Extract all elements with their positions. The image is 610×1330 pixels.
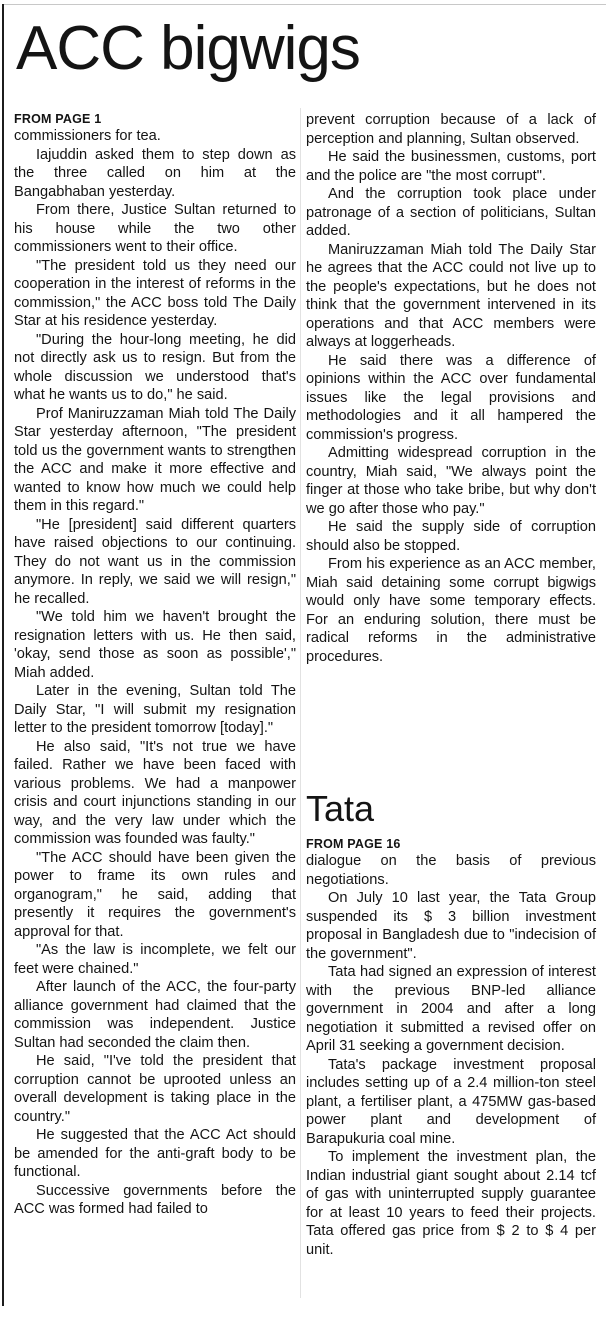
paragraph: Maniruzzaman Miah told The Daily Star he agrees that the ACC could not live up to the people's expectations, but he does not think that the government intervened in its operations and that ACC members were always at loggerheads.	[306, 241, 596, 350]
paragraph: He said there was a difference of opinions within the ACC over fundamental issues like the legal provisions and methodologies and it all hampered the commission's progress.	[306, 352, 596, 443]
paragraph: prevent corruption because of a lack of perception and planning, Sultan observed.	[306, 112, 596, 147]
tata-headline: Tata	[306, 788, 375, 829]
column-divider	[300, 108, 301, 1298]
paragraph: Successive governments before the ACC was formed had failed to	[14, 1182, 296, 1217]
tata-kicker: FROM PAGE 16	[306, 837, 401, 851]
left-rule	[2, 4, 4, 1306]
paragraph: He said the businessmen, customs, port and the police are "the most corrupt".	[306, 149, 596, 184]
acc-column-2	[306, 111, 596, 666]
paragraph: Prof Maniruzzaman Miah told The Daily Star yesterday afternoon, "The president told us the government wants to strengthen the ACC and make it more effective and wanted to know how much we could help them in this regard."	[14, 405, 296, 514]
paragraph: "As the law is incomplete, we felt our feet were chained."	[14, 942, 296, 977]
paragraph: Iajuddin asked them to step down as the three called on him at the Bangabhaban yesterday.	[14, 146, 296, 200]
acc-column-1	[14, 111, 296, 1219]
top-rule	[2, 4, 606, 5]
paragraph: Admitting widespread corruption in the country, Miah said, "We always point the finger at those who take bribe, but why don't we go after those who pay."	[306, 445, 596, 517]
paragraph: He also said, "It's not true we have failed. Rather we have been faced with various problems. We had a manpower crisis and court injunctions standing in our way, and the very law under which the commission was founded was faulty."	[14, 738, 296, 847]
paragraph: From his experience as an ACC member, Miah said detaining some corrupt bigwigs would only have some temporary effects. For an enduring solution, there must be radical reforms in the administrative procedures.	[306, 556, 596, 665]
paragraph: From there, Justice Sultan returned to his house while the two other commissioners went to their office.	[14, 202, 296, 255]
paragraph: "We told him we haven't brought the resignation letters with us. He then said, 'okay, send those as soon as possible'," Miah added.	[14, 609, 296, 681]
paragraph: Tata had signed an expression of interest with the previous BNP-led alliance government in 2004 and after a long negotiation it submitted a revised offer on April 31 seeking a government decision.	[306, 964, 596, 1054]
paragraph: "During the hour-long meeting, he did not directly ask us to resign. But from the whole discussion we understood that's what he wants us to do," he said.	[14, 331, 296, 403]
paragraph: He suggested that the ACC Act should be amended for the anti-graft body to be functional.	[14, 1127, 296, 1180]
paragraph: "The ACC should have been given the power to frame its own rules and organogram," he said, adding that presently it requires the government's approval for that.	[14, 849, 296, 940]
paragraph: commissioners for tea.	[14, 128, 161, 144]
paragraph: To implement the investment plan, the Indian industrial giant sought about 2.14 tcf of gas with uninterrupted supply guarantee for at least 10 years to feed their projects. Tata offered gas price from $ 2 to $ 4 per unit.	[306, 1149, 596, 1258]
paragraph: Tata's package investment proposal includes setting up of a 2.4 million-ton steel plant, a fertiliser plant, a 475MW gas-based power plant and development of Barapukuria coal mine.	[306, 1056, 596, 1147]
paragraph: He said, "I've told the president that corruption cannot be uprooted unless an overall development is taking place in the country."	[14, 1053, 296, 1125]
paragraph: On July 10 last year, the Tata Group suspended its $ 3 billion investment proposal in Bangladesh due to "indecision of the government".	[306, 890, 596, 962]
paragraph: "The president told us they need our cooperation in the interest of reforms in the commission," the ACC boss told The Daily Star at his residence yesterday.	[14, 257, 296, 329]
paragraph: "He [president] said different quarters have raised objections to our continuing. They do not want us in the commission anymore. In reply, we said we will resign," he recalled.	[14, 516, 296, 607]
paragraph: After launch of the ACC, the four-party alliance government had claimed that the commission was independent. Justice Sultan had seconded the claim then.	[14, 979, 296, 1051]
paragraph: Later in the evening, Sultan told The Daily Star, "I will submit my resignation letter to the president tomorrow [today]."	[14, 683, 296, 736]
paragraph: dialogue on the basis of previous negotiations.	[306, 853, 596, 888]
paragraph: He said the supply side of corruption should also be stopped.	[306, 519, 596, 554]
acc-headline: ACC bigwigs	[16, 14, 360, 83]
acc-kicker: FROM PAGE 1	[14, 112, 102, 126]
paragraph: And the corruption took place under patronage of a section of politicians, Sultan added.	[306, 186, 596, 239]
tata-column	[306, 836, 596, 1259]
